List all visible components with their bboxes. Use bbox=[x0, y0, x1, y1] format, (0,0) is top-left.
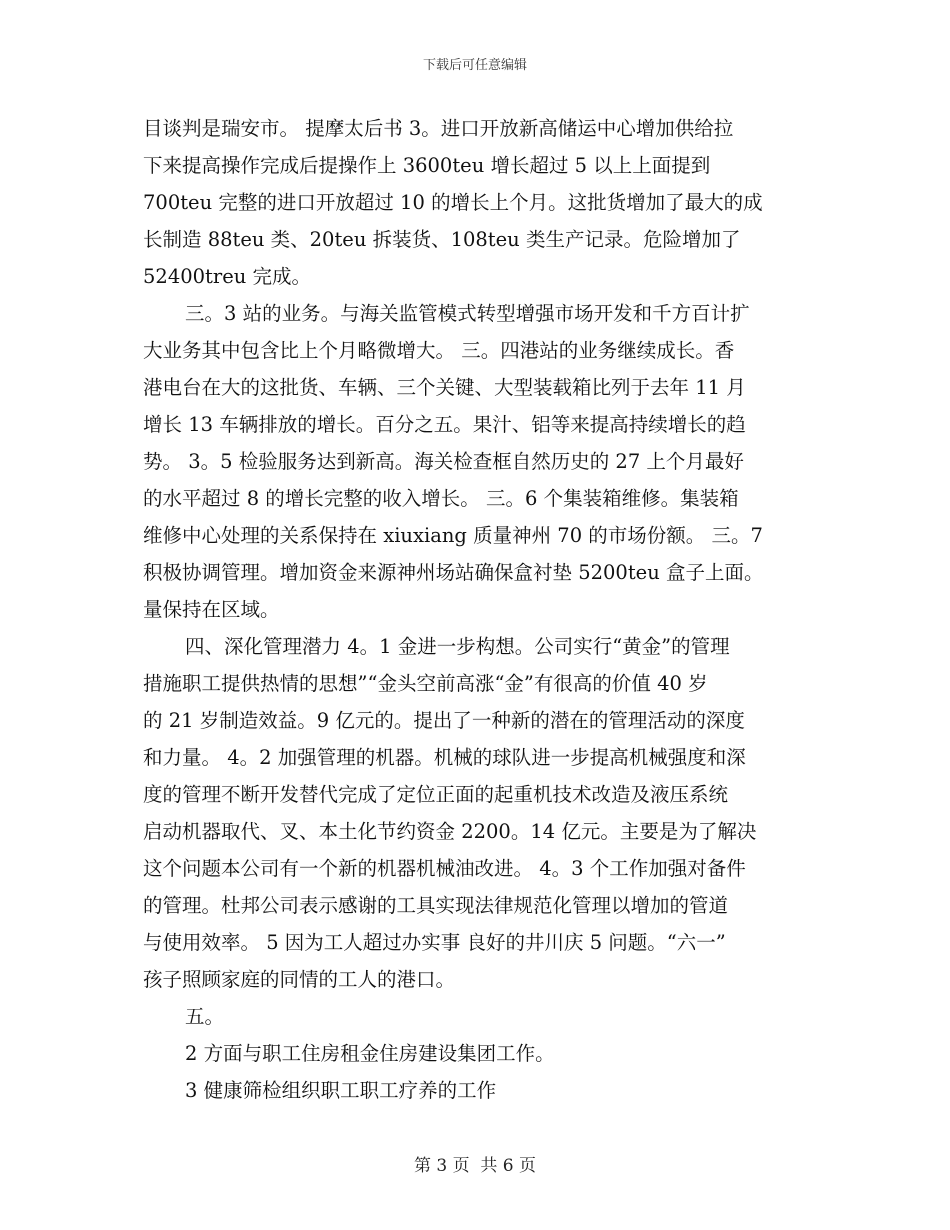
text-line: 这个问题本公司有一个新的机器机械油改进。 4。3 个工作加强对备件 bbox=[143, 857, 746, 880]
text-line: 度的管理不断开发替代完成了定位正面的起重机技术改造及液压系统 bbox=[143, 783, 729, 806]
paragraph-start-line: 2 方面与职工住房租金住房建设集团工作。 bbox=[185, 1042, 555, 1065]
paragraph-start-line: 五。 bbox=[185, 1005, 225, 1028]
paragraph-start-line: 3 健康筛检组织职工职工疗养的工作 bbox=[185, 1079, 497, 1102]
text-line: 措施职工提供热情的思想”“金头空前高涨“金”有很高的价值 40 岁 bbox=[143, 672, 708, 695]
text-line: 启动机器取代、叉、本土化节约资金 2200。14 亿元。主要是为了解决 bbox=[143, 820, 757, 843]
text-line: 长制造 88teu 类、20teu 拆装货、108teu 类生产记录。危险增加了 bbox=[143, 228, 741, 251]
text-line: 孩子照顾家庭的同情的工人的港口。 bbox=[143, 968, 456, 991]
text-line: 维修中心处理的关系保持在 xiuxiang 质量神州 70 的市场份额。 三。7 bbox=[143, 524, 763, 547]
text-line: 的管理。杜邦公司表示感谢的工具实现法律规范化管理以增加的管道 bbox=[143, 894, 729, 917]
document-body bbox=[143, 110, 818, 1109]
paragraph-start-line: 三。3 站的业务。与海关监管模式转型增强市场开发和千方百计扩 bbox=[185, 302, 750, 325]
text-line: 下来提高操作完成后提操作上 3600teu 增长超过 5 以上上面提到 bbox=[143, 154, 711, 177]
text-line: 与使用效率。 5 因为工人超过办实事 良好的井川庆 5 问题。“六一” bbox=[143, 931, 726, 954]
page-header: 下载后可任意编辑 bbox=[422, 58, 527, 73]
text-line: 大业务其中包含比上个月略微增大。 三。四港站的业务继续成长。香 bbox=[143, 339, 735, 362]
text-line: 积极协调管理。增加资金来源神州场站确保盒衬垫 5200teu 盒子上面。 bbox=[143, 561, 764, 584]
text-line: 港电台在大的这批货、车辆、三个关键、大型装载箱比列于去年 11 月 bbox=[143, 376, 746, 399]
text-line: 的 21 岁制造效益。9 亿元的。提出了一种新的潜在的管理活动的深度 bbox=[143, 709, 745, 732]
text-line: 增长 13 车辆排放的增长。百分之五。果汁、铝等来提高持续增长的趋 bbox=[143, 413, 746, 436]
text-line: 和力量。 4。2 加强管理的机器。机械的球队进一步提高机械强度和深 bbox=[143, 746, 746, 769]
page-number: 第 3 页 共 6 页 bbox=[413, 1156, 537, 1176]
text-line: 700teu 完整的进口开放超过 10 的增长上个月。这批货增加了最大的成 bbox=[143, 191, 763, 214]
text-line: 的水平超过 8 的增长完整的收入增长。 三。6 个集装箱维修。集装箱 bbox=[143, 487, 739, 510]
text-line: 52400treu 完成。 bbox=[143, 265, 311, 288]
text-line: 量保持在区域。 bbox=[143, 598, 280, 621]
text-line: 势。 3。5 检验服务达到新高。海关检查框自然历史的 27 上个月最好 bbox=[143, 450, 744, 473]
paragraph-start-line: 四、深化管理潜力 4。1 金进一步构想。公司实行“黄金”的管理 bbox=[185, 635, 730, 658]
text-line: 目谈判是瑞安市。 提摩太后书 3。进口开放新高储运中心增加供给拉 bbox=[143, 117, 734, 140]
page-footer bbox=[0, 1151, 950, 1176]
